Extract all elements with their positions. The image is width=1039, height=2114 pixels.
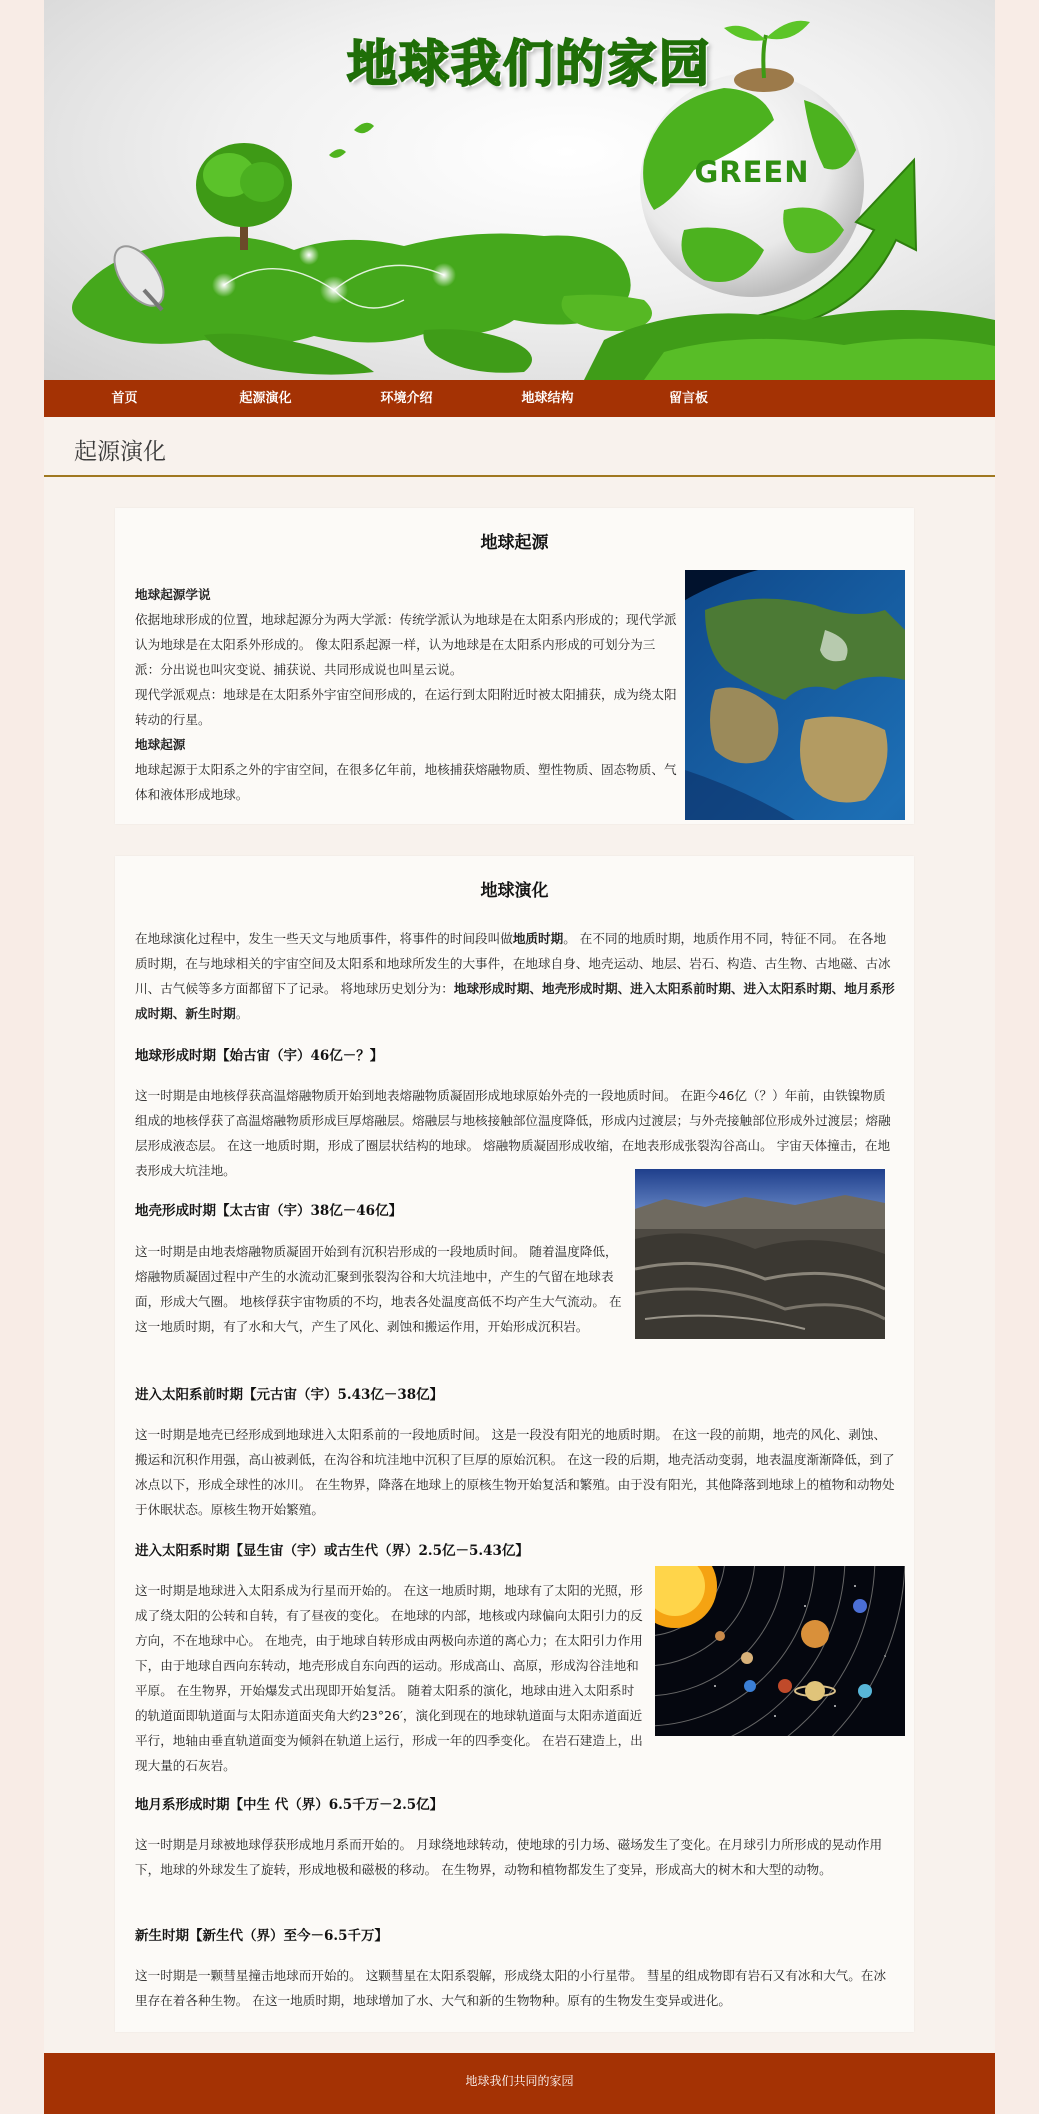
- tree: [196, 143, 292, 250]
- globe-label: GREEN: [694, 155, 810, 189]
- period-3-text: 这一时期是地壳已经形成到地球进入太阳系前的一段地质时间。 这是一段没有阳光的地质时期。 在这一段的前期，地壳的风化、剥蚀、搬运和沉积作用强，高山被剥低，在沟谷和坑洼地中沉积了巨厚的原始沉积。 在这一段的后期，地壳活动变弱，地表温度渐渐降低，到了冰点以下，形成全球性的冰川。 在生物界，降落在地球上的原核生物开始复活和繁殖。由于没有阳光，其他降落到地球上的植物和动物处于休眠状态。原核生物开始繁殖。: [135, 1427, 895, 1517]
- period-4-text: 这一时期是地球进入太阳系成为行星而开始的。 在这一地质时期，地球有了太阳的光照，形成了绕太阳的公转和自转，有了昼夜的变化。 在地球的内部，地核或内球偏向太阳引力的反方向，不在地球中心。 在地壳，由于地球自转形成由两极向赤道的离心力；在太阳引力作用下，由于地球自西向东转动，地壳形成自东向西的运动。形成高山、高原，形成沟谷洼地和平原。 在生物界，开始爆发式出现即开始复活。 随着太阳系的演化，地球由进入太阳系时的轨道面即轨道面与太阳赤道面夹角大约23°26′，演化到现在的地球轨道面与太阳赤道面近平行，地轴由垂直轨道面变为倾斜在轨道上运行，形成一年的四季变化。 在岩石建造上，出现大量的石灰岩。: [135, 1583, 643, 1773]
- origin-subtitle-2: 地球起源: [135, 737, 186, 752]
- period-1-text: 这一时期是由地核俘获高温熔融物质开始到地表熔融物质凝固形成地球原始外壳的一段地质时间。 在距今46亿（？）年前，由铁镍物质组成的地核俘获了高温熔融物质形成巨厚熔融层。熔融层与地核接触部位温度降低，形成内过渡层；与外壳接触部位形成外过渡层；熔融层形成液态层。 在这一地质时期，形成了圈层状结构的地球。 熔融物质凝固形成收缩，在地表形成张裂沟谷高山。 宇宙天体撞击，在地表形成大坑洼地。: [135, 1088, 891, 1178]
- origin-subtitle-1: 地球起源学说: [135, 587, 211, 602]
- nav-origin-evolution[interactable]: 起源演化: [239, 391, 292, 406]
- nav-earth-structure[interactable]: 地球结构: [521, 391, 574, 406]
- evolution-title: 地球演化: [480, 881, 549, 901]
- nav-environment[interactable]: 环境介绍: [380, 391, 433, 406]
- period-4-heading: 进入太阳系时期【显生宙（宇）或古生代（界）2.5亿－5.43亿】: [135, 1543, 529, 1559]
- banner-title: 地球我们的家园: [347, 34, 711, 93]
- origin-card: [115, 508, 914, 824]
- origin-paragraph-1: 依据地球形成的位置，地球起源分为两大学派：传统学派认为地球是在太阳系内形成的；现代学派认为地球是在太阳系外形成的。 像太阳系起源一样，认为地球是在太阳系内形成的可划分为三派：分出说也叫灾变说、捕获说、共同形成说也叫星云说。: [135, 612, 677, 677]
- period-5-heading: 地月系形成时期【中生 代（界）6.5千万－2.5亿】: [135, 1797, 444, 1813]
- period-6-text: 这一时期是一颗彗星撞击地球而开始的。 这颗彗星在太阳系裂解，形成绕太阳的小行星带。 彗星的组成物即有岩石又有冰和大气。在冰里存在着各种生物。 在这一地质时期，地球增加了水、大气和新的生物物种。原有的生物发生变异或进化。: [135, 1968, 887, 2008]
- evolution-intro: 在地球演化过程中，发生一些天文与地质事件，将事件的时间段叫做地质时期。 在不同的地质时期，地质作用不同，特征不同。 在各地质时期，在与地球相关的宇宙空间及太阳系和地球所发生的大事件，在地球自身、地壳运动、地层、岩石、构造、古生物、古地磁、古冰川、古气候等多方面都留下了记录。 将地球历史划分为：地球形成时期、地壳形成时期、进入太阳系前时期、进入太阳系时期、地月系形成时期、新生时期。: [135, 931, 895, 1021]
- header-banner: [44, 0, 995, 380]
- origin-paragraph-2: 现代学派观点：地球是在太阳系外宇宙空间形成的，在运行到太阳附近时被太阳捕获，成为绕太阳转动的行星。: [135, 687, 677, 727]
- main-navigation: [44, 380, 995, 417]
- period-6-heading: 新生时期【新生代（界）至今－6.5千万】: [135, 1928, 388, 1944]
- nav-home[interactable]: 首页: [111, 391, 138, 406]
- page-wrapper: [44, 0, 995, 2114]
- period-1-heading: 地球形成时期【始古宙（宇）46亿－？】: [135, 1048, 384, 1064]
- period-2-heading: 地壳形成时期【太古宙（宇）38亿－46亿】: [135, 1203, 403, 1219]
- solar-system-image: [655, 1566, 905, 1736]
- earth-from-space-image: [685, 570, 905, 820]
- period-3-heading: 进入太阳系前时期【元古宙（宇）5.43亿－38亿】: [135, 1387, 444, 1403]
- rocky-terrain-image: [635, 1169, 885, 1339]
- footer: [44, 2053, 995, 2114]
- footer-text: 地球我们共同的家园: [465, 2074, 574, 2088]
- period-2-text: 这一时期是由地表熔融物质凝固开始到有沉积岩形成的一段地质时间。 随着温度降低，熔融物质凝固过程中产生的水流动汇聚到张裂沟谷和大坑洼地中，产生的气留在地球表面，形成大气圈。 地核俘获宇宙物质的不均，地表各处温度高低不均产生大气流动。 在这一地质时期，有了水和大气，产生了风化、剥蚀和搬运作用，开始形成沉积岩。: [135, 1244, 622, 1334]
- nav-guestbook[interactable]: 留言板: [668, 391, 708, 406]
- page-title: 起源演化: [74, 439, 166, 465]
- origin-title: 地球起源: [480, 533, 549, 553]
- evolution-card: [115, 856, 914, 2032]
- period-5-text: 这一时期是月球被地球俘获形成地月系而开始的。 月球绕地球转动，使地球的引力场、磁场发生了变化。在月球引力所形成的晃动作用下，地球的外球发生了旋转，形成地极和磁极的移动。 在生物界，动物和植物都发生了变异，形成高大的树木和大型的动物。: [135, 1837, 883, 1877]
- origin-body: [135, 582, 677, 807]
- section-title-bar: [44, 417, 995, 477]
- origin-paragraph-3: 地球起源于太阳系之外的宇宙空间，在很多亿年前，地核捕获熔融物质、塑性物质、固态物质、气体和液体形成地球。: [135, 762, 677, 802]
